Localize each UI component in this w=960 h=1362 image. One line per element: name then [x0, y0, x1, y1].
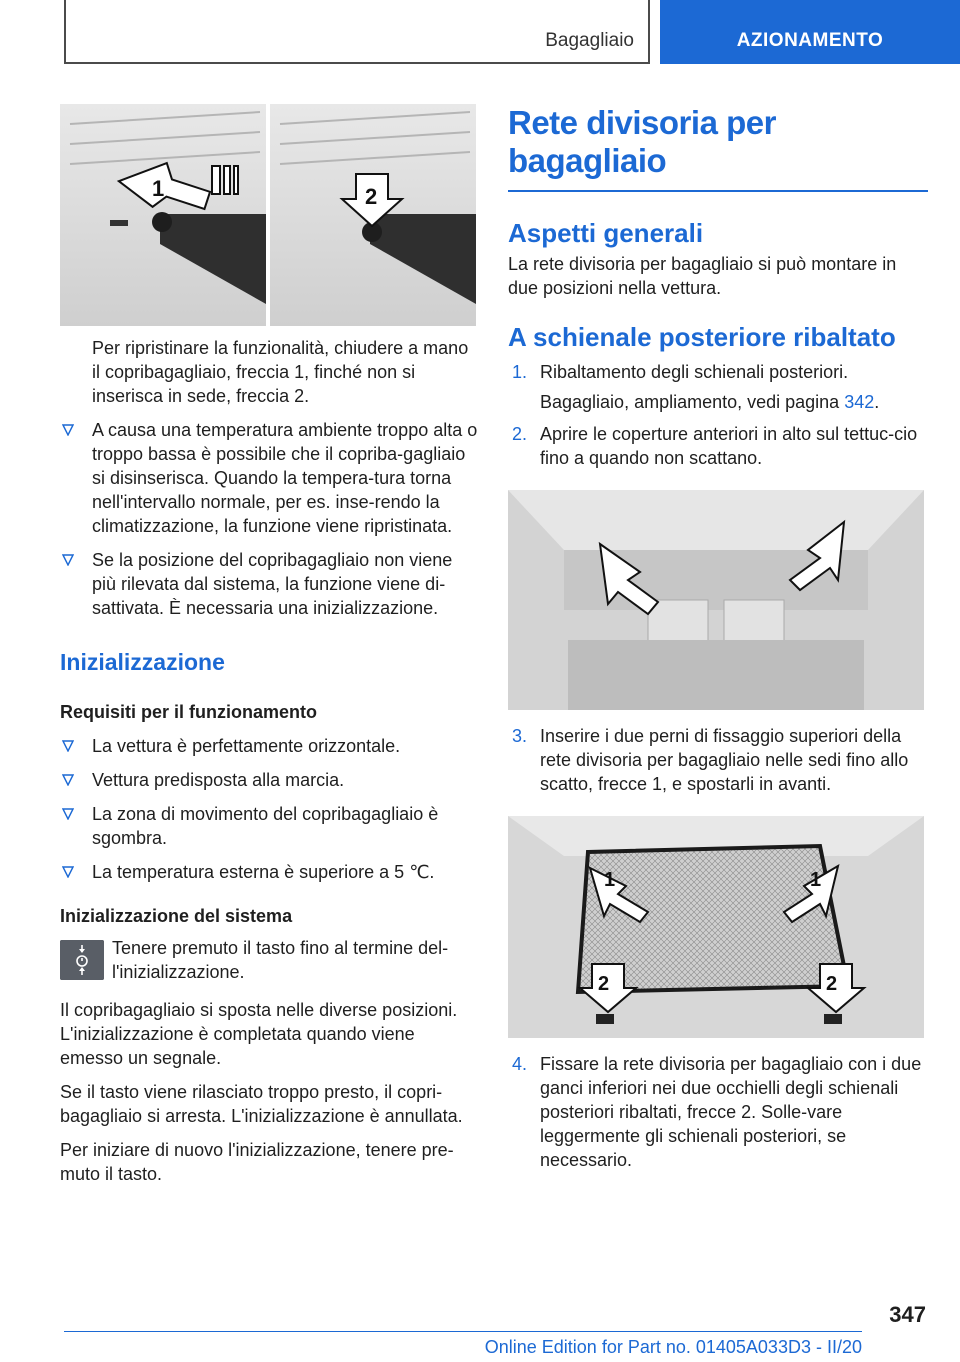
triangle-bullet-icon [62, 866, 74, 878]
triangle-bullet-icon [62, 554, 74, 566]
rear-cabin-photo [508, 490, 924, 710]
list-item: Vettura predisposta alla marcia. [60, 768, 478, 792]
list-item: La vettura è perfettamente orizzontale. [60, 734, 478, 758]
list-item: Se la posizione del copribagagliaio non viene più rilevata dal sistema, la funzione viene di-sattivata. È necessaria una inizializzazione. [60, 548, 478, 620]
seat-heading: A schienale posteriore ribaltato [508, 322, 896, 352]
intro-text: Per ripristinare la funzionalità, chiudere a mano il copribagagliaio, freccia 1, finché non si inserisca in sede, freccia 2. [92, 338, 469, 406]
chapter-title: AZIONAMENTO [736, 30, 884, 51]
net-arrow-label: 1 [810, 869, 822, 891]
cross-reference: Bagagliaio, ampliamento, vedi pagina 342. [540, 392, 880, 412]
body-paragraph: Se il tasto viene rilasciato troppo presto, il copri-bagagliaio si arresta. L'inizializzazione è annullata. [60, 1082, 463, 1126]
page-title: Rete divisoria per bagagliaio [508, 104, 776, 179]
body-paragraph: Il copribagagliaio si sposta nelle diverse posizioni. L'inizializzazione è completata quando viene emesso un segnale. [60, 1000, 458, 1068]
header-section-box [64, 0, 650, 64]
cover-reset-photo [60, 104, 476, 326]
list-item: 1. Ribaltamento degli schienali posteriori. [512, 362, 849, 382]
list-item: La zona di movimento del copribagagliaio è sgombra. [60, 802, 478, 850]
triangle-bullet-icon [62, 740, 74, 752]
general-heading: Aspetti generali [508, 218, 704, 248]
button-instruction: Tenere premuto il tasto fino al termine del-l'inizializzazione. [60, 936, 478, 984]
left-column [60, 104, 478, 1186]
list-item: 2. Aprire le coperture anteriori in alto sul tettuc-cio fino a quando non scattano. [512, 424, 918, 468]
title-divider [508, 190, 928, 192]
trunk-cover-button-icon [60, 940, 104, 980]
footer-divider [64, 1331, 862, 1332]
section-title: Bagagliaio [545, 30, 634, 51]
list-item: 4. Fissare la rete divisoria per bagagliaio con i due ganci inferiori nei due occhielli degli schienali posteriori ribaltati, frecce 2. Solle-vare leggermente gli schienali posteriori, se necessario. [512, 1054, 922, 1170]
list-item: La temperatura esterna è superiore a 5 ℃. [60, 860, 478, 884]
arrow-label-1: 1 [152, 176, 165, 201]
triangle-bullet-icon [62, 424, 74, 436]
net-arrow-label: 2 [826, 973, 838, 995]
page-link[interactable]: 342 [844, 392, 875, 412]
right-column [508, 104, 928, 1172]
net-arrow-label: 2 [598, 973, 610, 995]
footer-edition: Online Edition for Part no. 01405A033D3 - II/20 [484, 1337, 862, 1357]
list-item: A causa una temperatura ambiente troppo alta o troppo bassa è possibile che il copriba-gagliaio si disinserisca. Quando la tempera-tura torna nell'intervallo normale, per es. inse-rendo la climatizzazione, la funzione viene ripristinata. [60, 418, 478, 538]
requirements-heading: Requisiti per il funzionamento [60, 702, 318, 722]
general-text: La rete divisoria per bagagliaio si può montare in due posizioni nella vettura. [508, 254, 897, 298]
list-item: 3. Inserire i due perni di fissaggio superiori della rete divisoria per bagagliaio nelle sedi fino allo scatto, frecce 1, e spostarli in avanti. [512, 726, 909, 794]
body-paragraph: Per iniziare di nuovo l'inizializzazione, tenere pre-muto il tasto. [60, 1140, 454, 1184]
system-init-heading: Inizializzazione del sistema [60, 906, 293, 926]
chapter-tab[interactable] [660, 0, 960, 64]
triangle-bullet-icon [62, 774, 74, 786]
triangle-bullet-icon [62, 808, 74, 820]
init-heading: Inizializzazione [60, 649, 225, 675]
partition-net-photo [508, 816, 924, 1038]
page-number: 347 [889, 1302, 926, 1327]
arrow-label-2: 2 [365, 184, 378, 209]
net-arrow-label: 1 [604, 869, 616, 891]
